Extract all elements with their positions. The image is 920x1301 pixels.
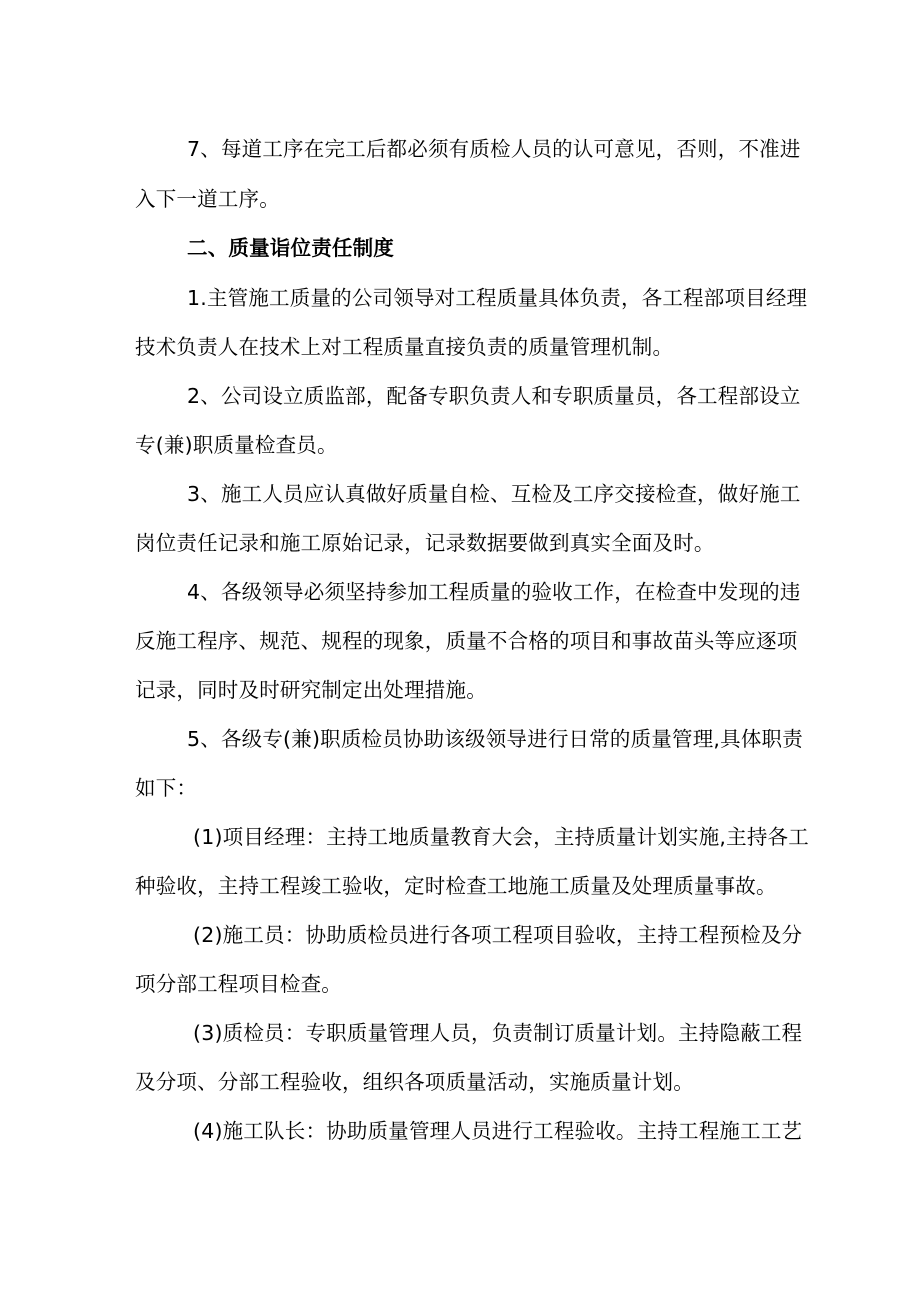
paragraph-4-line-2: 反施工程序、规范、规程的现象，质量不合格的项目和事故苗头等应逐项 [135,629,798,653]
paragraph-2-line-2: 专(兼)职质量检查员。 [135,433,338,457]
paragraph-2-line-1: 2、公司设立质监部，配备专职负责人和专职质量员，各工程部设立 [187,384,801,408]
item-4-line-1: (4)施工队长：协助质量管理人员进行工程验收。主持工程施工工艺 [193,1119,803,1143]
item-1-line-1: (1)项目经理：主持工地质量教育大会，主持质量计划实施,主持各工 [193,825,809,849]
item-3-line-2: 及分项、分部工程验收，组织各项质量活动，实施质量计划。 [135,1070,694,1094]
paragraph-4-line-3: 记录，同时及时研究制定出处理措施。 [135,678,487,702]
paragraph-4-line-1: 4、各级领导必须坚持参加工程质量的验收工作，在检查中发现的违 [187,580,801,604]
paragraph-5-line-1: 5、各级专(兼)职质检员协助该级领导进行日常的质量管理,具体职责 [187,727,803,751]
paragraph-7-line-2: 入下一道工序。 [135,187,280,211]
item-2-line-1: (2)施工员：协助质检员进行各项工程项目验收，主持工程预检及分 [193,923,803,947]
paragraph-5-line-2: 如下： [135,776,198,800]
paragraph-3-line-1: 3、施工人员应认真做好质量自检、互检及工序交接检查，做好施工 [187,482,801,506]
paragraph-1-line-2: 技术负责人在技术上对工程质量直接负责的质量管理机制。 [135,335,674,359]
paragraph-7-line-1: 7、每道工序在完工后都必须有质检人员的认可意见，否则，不准进 [187,137,801,161]
item-1-line-2: 种验收，主持工程竣工验收，定时检查工地施工质量及处理质量事故。 [135,874,777,898]
item-3-line-1: (3)质检员：专职质量管理人员，负责制订质量计划。主持隐蔽工程 [193,1021,803,1045]
item-2-line-2: 项分部工程项目检查。 [135,972,342,996]
section-heading: 二、质量诣位责任制度 [187,236,394,260]
paragraph-1-line-1: 1.主管施工质量的公司领导对工程质量具体负责，各工程部项目经理 [187,286,808,310]
paragraph-3-line-2: 岗位责任记录和施工原始记录，记录数据要做到真实全面及时。 [135,531,715,555]
